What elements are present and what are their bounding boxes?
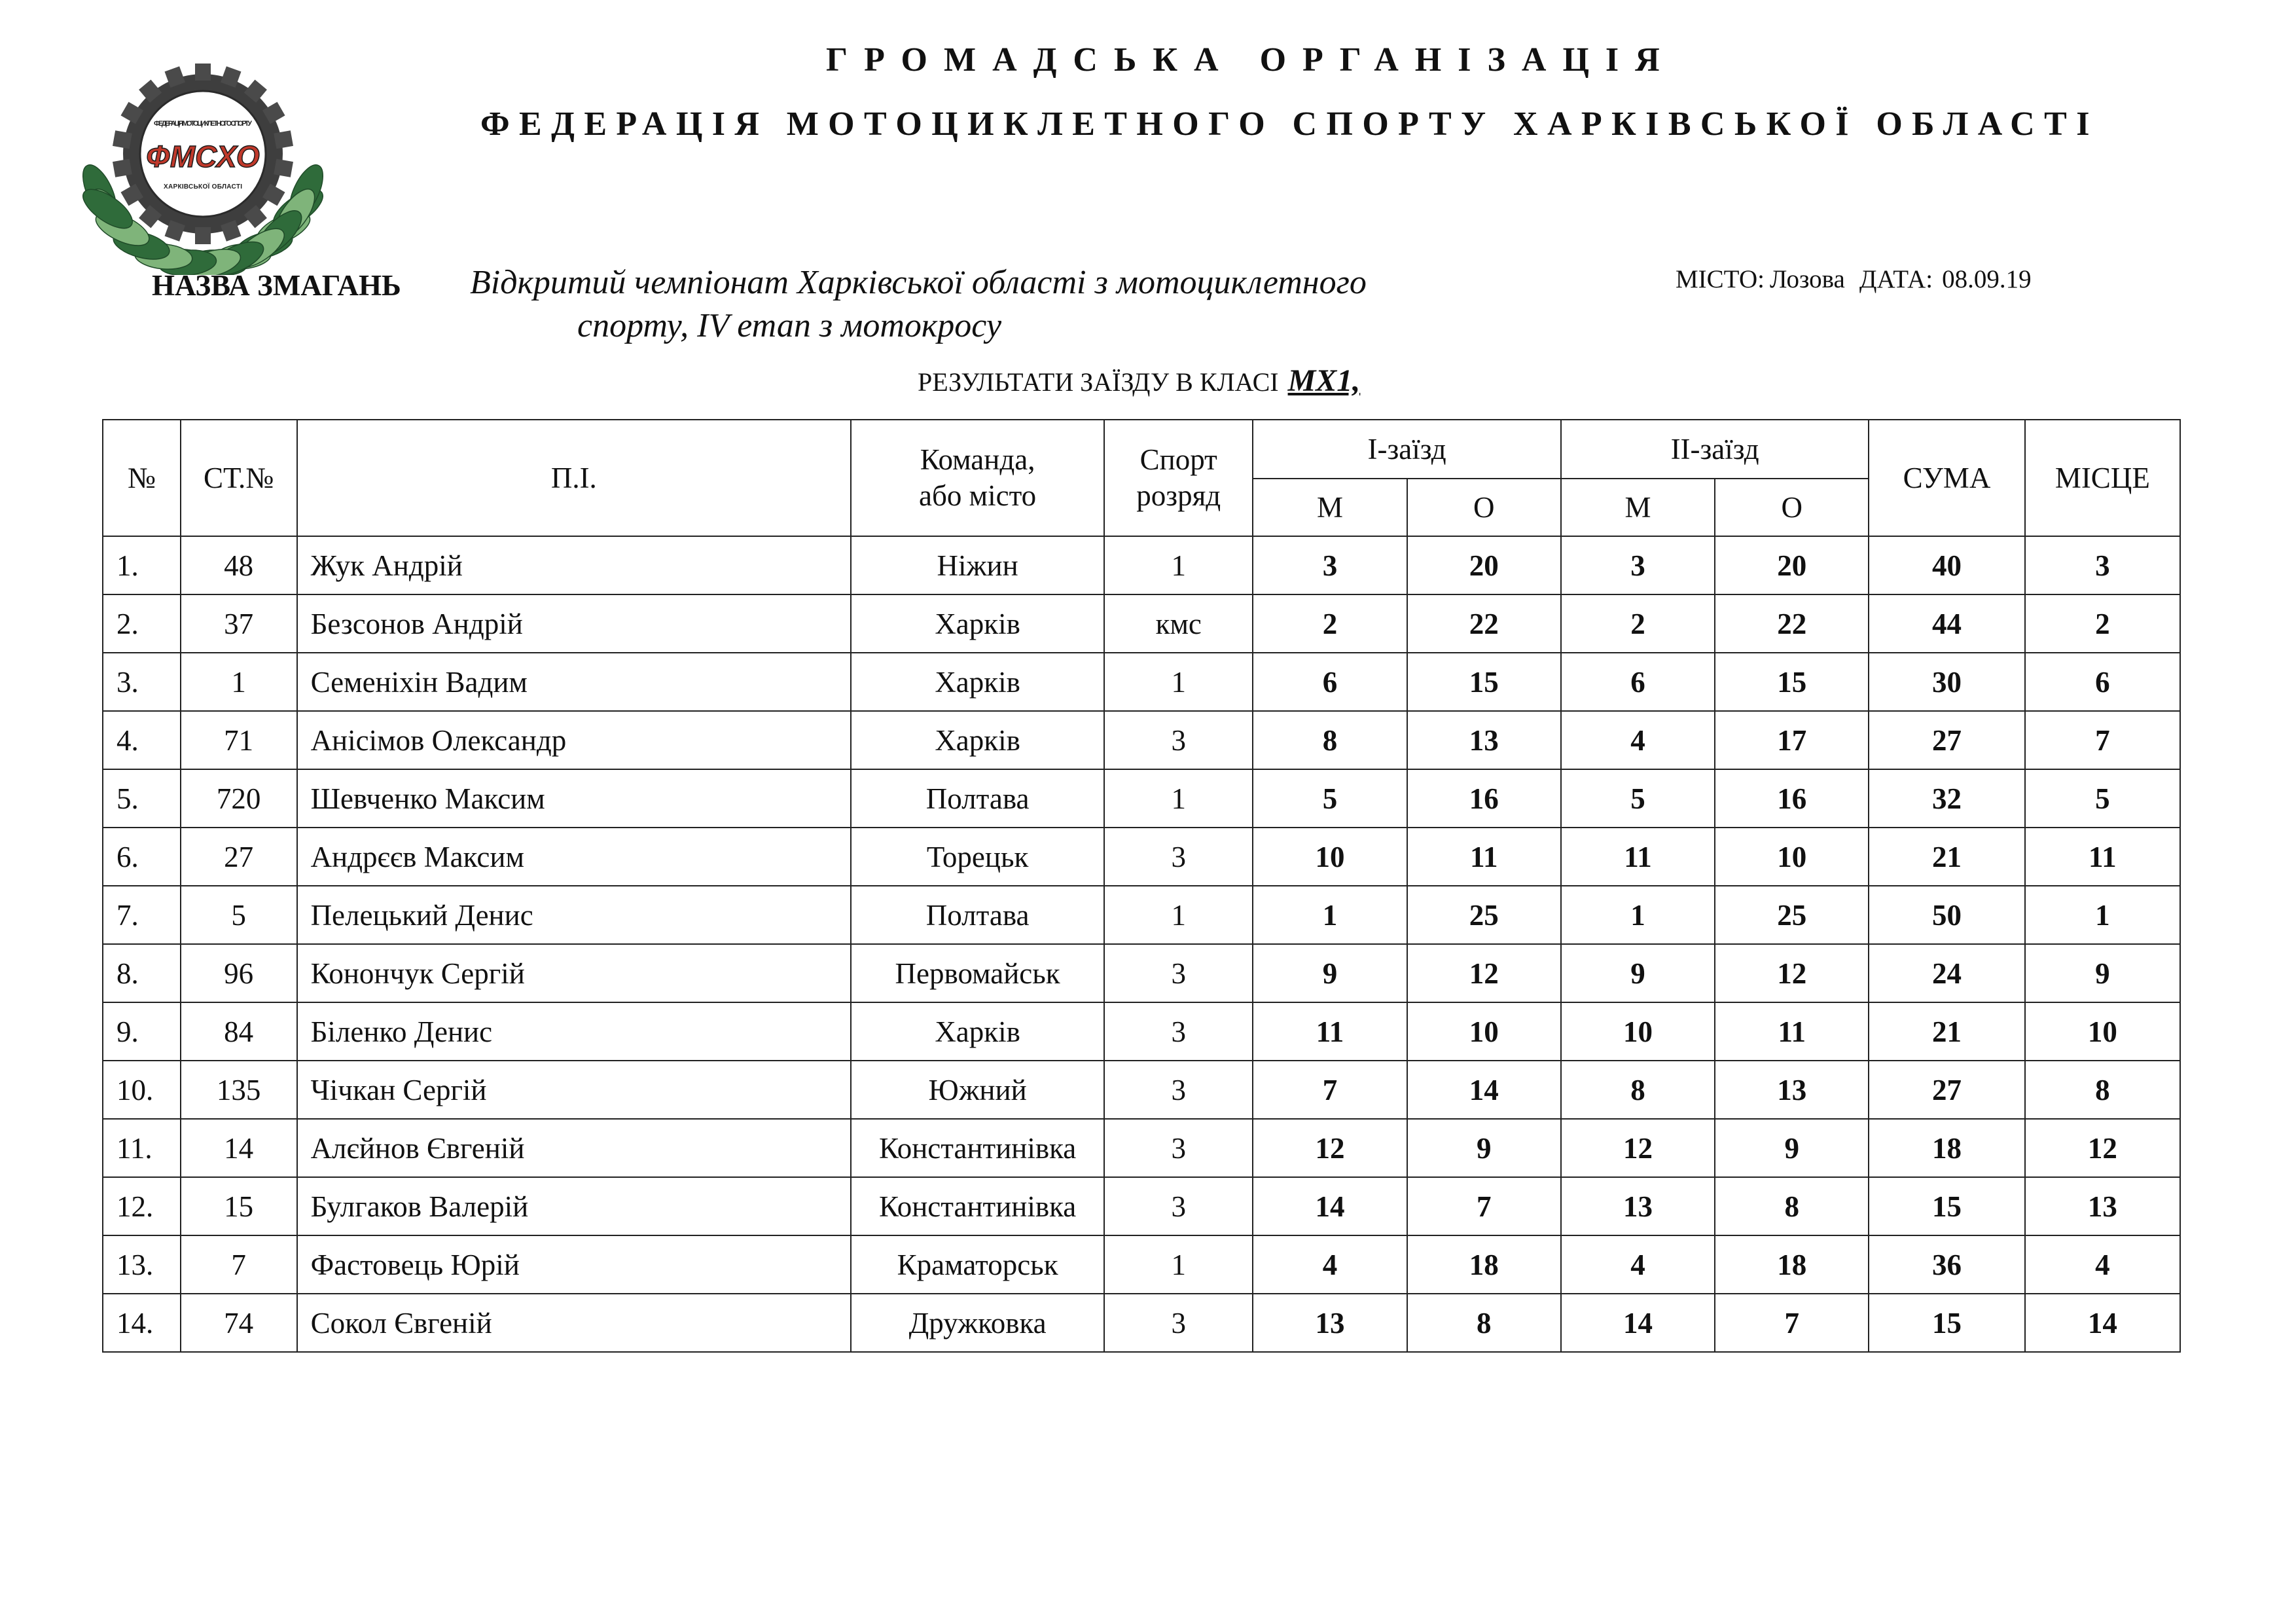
- cell-race1-o: 15: [1407, 653, 1561, 711]
- class-line: [918, 363, 1360, 399]
- cell-team: Харків: [851, 594, 1104, 653]
- cell-race1-m: 12: [1253, 1119, 1407, 1177]
- cell-race1-o: 8: [1407, 1294, 1561, 1352]
- cell-race1-o: 12: [1407, 944, 1561, 1002]
- competition-name-line1: Відкритий чемпіонат Харківської області з мотоциклетного: [470, 264, 1367, 301]
- cell-team: Харків: [851, 711, 1104, 769]
- cell-race2-o: 17: [1715, 711, 1869, 769]
- cell-team: Харків: [851, 653, 1104, 711]
- cell-sum: 18: [1869, 1119, 2024, 1177]
- cell-start-number: 37: [181, 594, 297, 653]
- table-row: [103, 536, 2180, 594]
- cell-race1-m: 2: [1253, 594, 1407, 653]
- cell-sport-rank: 1: [1104, 1235, 1253, 1294]
- header-place: МІСЦЕ: [2025, 420, 2180, 536]
- cell-start-number: 14: [181, 1119, 297, 1177]
- cell-row-number: 4.: [103, 711, 181, 769]
- city-value: Лозова: [1770, 265, 1845, 293]
- cell-rider-name: Шевченко Максим: [297, 769, 852, 828]
- cell-race2-o: 18: [1715, 1235, 1869, 1294]
- cell-race2-m: 6: [1561, 653, 1715, 711]
- city-label: МІСТО:: [1676, 265, 1765, 293]
- cell-race1-m: 11: [1253, 1002, 1407, 1061]
- cell-start-number: 27: [181, 828, 297, 886]
- cell-start-number: 7: [181, 1235, 297, 1294]
- cell-race1-o: 13: [1407, 711, 1561, 769]
- cell-place: 3: [2025, 536, 2180, 594]
- cell-sum: 32: [1869, 769, 2024, 828]
- competition-label: НАЗВА ЗМАГАНЬ: [152, 269, 401, 302]
- cell-sport-rank: 1: [1104, 769, 1253, 828]
- header-rank-line1: Спорт: [1139, 443, 1217, 477]
- cell-race1-m: 13: [1253, 1294, 1407, 1352]
- table-row: [103, 1002, 2180, 1061]
- cell-race2-o: 12: [1715, 944, 1869, 1002]
- header-team: [851, 420, 1104, 536]
- cell-team: Полтава: [851, 769, 1104, 828]
- cell-team: Торецьк: [851, 828, 1104, 886]
- cell-race2-o: 10: [1715, 828, 1869, 886]
- cell-race2-o: 9: [1715, 1119, 1869, 1177]
- header-start-no: СТ.№: [181, 420, 297, 536]
- header-race2: ІІ-заїзд: [1561, 420, 1869, 479]
- cell-race2-o: 11: [1715, 1002, 1869, 1061]
- table-row: [103, 711, 2180, 769]
- date-value: 08.09.19: [1942, 265, 2032, 293]
- cell-team: Южний: [851, 1061, 1104, 1119]
- cell-sum: 15: [1869, 1294, 2024, 1352]
- cell-rider-name: Сокол Євгеній: [297, 1294, 852, 1352]
- cell-sum: 24: [1869, 944, 2024, 1002]
- cell-sum: 40: [1869, 536, 2024, 594]
- table-row: [103, 1119, 2180, 1177]
- table-row: [103, 1061, 2180, 1119]
- cell-rider-name: Булгаков Валерій: [297, 1177, 852, 1235]
- cell-race2-o: 25: [1715, 886, 1869, 944]
- cell-race2-m: 4: [1561, 1235, 1715, 1294]
- cell-team: Дружковка: [851, 1294, 1104, 1352]
- cell-race2-m: 9: [1561, 944, 1715, 1002]
- gear-tooth: [274, 130, 293, 149]
- cell-sport-rank: 3: [1104, 828, 1253, 886]
- cell-rider-name: Безсонов Андрій: [297, 594, 852, 653]
- cell-race1-o: 20: [1407, 536, 1561, 594]
- cell-race1-m: 10: [1253, 828, 1407, 886]
- cell-sport-rank: 3: [1104, 1177, 1253, 1235]
- cell-sport-rank: 1: [1104, 653, 1253, 711]
- cell-rider-name: Біленко Денис: [297, 1002, 852, 1061]
- class-name: МХ1,: [1287, 363, 1361, 398]
- header-team-line1: Команда,: [920, 443, 1035, 477]
- cell-team: Краматорськ: [851, 1235, 1104, 1294]
- cell-sum: 21: [1869, 828, 2024, 886]
- cell-row-number: 9.: [103, 1002, 181, 1061]
- cell-rider-name: Жук Андрій: [297, 536, 852, 594]
- cell-race1-o: 25: [1407, 886, 1561, 944]
- cell-sport-rank: 1: [1104, 536, 1253, 594]
- cell-sum: 21: [1869, 1002, 2024, 1061]
- cell-place: 6: [2025, 653, 2180, 711]
- cell-place: 4: [2025, 1235, 2180, 1294]
- cell-row-number: 7.: [103, 886, 181, 944]
- header-race2-m: М: [1561, 479, 1715, 536]
- cell-place: 12: [2025, 1119, 2180, 1177]
- header-rank-line2: розряд: [1136, 479, 1221, 512]
- cell-team: Константинівка: [851, 1177, 1104, 1235]
- cell-race2-m: 3: [1561, 536, 1715, 594]
- header-race1: І-заїзд: [1253, 420, 1561, 479]
- cell-race1-m: 7: [1253, 1061, 1407, 1119]
- cell-race2-o: 13: [1715, 1061, 1869, 1119]
- cell-team: Константинівка: [851, 1119, 1104, 1177]
- gear-tooth: [274, 159, 293, 177]
- cell-place: 8: [2025, 1061, 2180, 1119]
- table-row: [103, 828, 2180, 886]
- cell-place: 11: [2025, 828, 2180, 886]
- cell-race2-m: 5: [1561, 769, 1715, 828]
- cell-team: Харків: [851, 1002, 1104, 1061]
- cell-race2-o: 16: [1715, 769, 1869, 828]
- cell-race2-m: 4: [1561, 711, 1715, 769]
- cell-race1-o: 7: [1407, 1177, 1561, 1235]
- cell-place: 1: [2025, 886, 2180, 944]
- cell-row-number: 6.: [103, 828, 181, 886]
- cell-race1-m: 3: [1253, 536, 1407, 594]
- cell-rider-name: Конончук Сергій: [297, 944, 852, 1002]
- header-race1-o: О: [1407, 479, 1561, 536]
- cell-rider-name: Чічкан Сергій: [297, 1061, 852, 1119]
- cell-race2-m: 10: [1561, 1002, 1715, 1061]
- cell-place: 7: [2025, 711, 2180, 769]
- cell-race2-o: 7: [1715, 1294, 1869, 1352]
- header-no: №: [103, 420, 181, 536]
- cell-sum: 36: [1869, 1235, 2024, 1294]
- cell-place: 9: [2025, 944, 2180, 1002]
- cell-race1-o: 22: [1407, 594, 1561, 653]
- results-table: [102, 419, 2181, 1353]
- cell-rider-name: Анісімов Олександр: [297, 711, 852, 769]
- table-row: [103, 769, 2180, 828]
- cell-place: 13: [2025, 1177, 2180, 1235]
- cell-race2-m: 8: [1561, 1061, 1715, 1119]
- cell-race2-m: 11: [1561, 828, 1715, 886]
- cell-race1-o: 18: [1407, 1235, 1561, 1294]
- gear-tooth: [113, 130, 132, 149]
- cell-race2-m: 2: [1561, 594, 1715, 653]
- cell-sport-rank: 3: [1104, 1061, 1253, 1119]
- cell-sport-rank: 3: [1104, 711, 1253, 769]
- logo-abbr: ФМСХО: [146, 139, 260, 173]
- cell-team: Ніжин: [851, 536, 1104, 594]
- cell-race1-o: 10: [1407, 1002, 1561, 1061]
- header-name: П.І.: [297, 420, 852, 536]
- cell-sport-rank: 3: [1104, 1119, 1253, 1177]
- cell-start-number: 48: [181, 536, 297, 594]
- logo-bottom-text: ХАРКІВСЬКОЇ ОБЛАСТІ: [164, 183, 242, 191]
- header-sum: СУМА: [1869, 420, 2024, 536]
- cell-race1-m: 9: [1253, 944, 1407, 1002]
- cell-start-number: 84: [181, 1002, 297, 1061]
- table-row: [103, 1235, 2180, 1294]
- cell-race1-o: 11: [1407, 828, 1561, 886]
- cell-race1-m: 4: [1253, 1235, 1407, 1294]
- cell-start-number: 15: [181, 1177, 297, 1235]
- cell-row-number: 8.: [103, 944, 181, 1002]
- cell-race2-m: 13: [1561, 1177, 1715, 1235]
- cell-sum: 30: [1869, 653, 2024, 711]
- cell-sum: 44: [1869, 594, 2024, 653]
- cell-sum: 50: [1869, 886, 2024, 944]
- table-row: [103, 944, 2180, 1002]
- table-row: [103, 653, 2180, 711]
- place-date: [1676, 264, 2041, 294]
- table-row: [103, 1177, 2180, 1235]
- competition-name-line2: спорту, IV етап з мотокросу: [577, 307, 1002, 344]
- cell-team: Первомайськ: [851, 944, 1104, 1002]
- cell-race1-o: 9: [1407, 1119, 1561, 1177]
- cell-race2-m: 14: [1561, 1294, 1715, 1352]
- cell-sum: 27: [1869, 711, 2024, 769]
- cell-team: Полтава: [851, 886, 1104, 944]
- cell-sum: 15: [1869, 1177, 2024, 1235]
- cell-row-number: 3.: [103, 653, 181, 711]
- date-label: ДАТА:: [1859, 265, 1933, 293]
- logo-top-text: ФЕДЕРАЦІЯ МОТОЦИКЛЕТНОГО СПОРТУ: [154, 120, 252, 128]
- cell-sport-rank: 3: [1104, 944, 1253, 1002]
- cell-race2-o: 22: [1715, 594, 1869, 653]
- cell-rider-name: Фастовець Юрій: [297, 1235, 852, 1294]
- gear-tooth: [113, 159, 132, 177]
- cell-race2-o: 20: [1715, 536, 1869, 594]
- cell-rider-name: Андрєєв Максим: [297, 828, 852, 886]
- cell-sport-rank: 1: [1104, 886, 1253, 944]
- cell-start-number: 74: [181, 1294, 297, 1352]
- cell-start-number: 71: [181, 711, 297, 769]
- cell-row-number: 2.: [103, 594, 181, 653]
- organization-title-line1: ГРОМАДСЬКА ОРГАНІЗАЦІЯ: [826, 41, 1676, 79]
- cell-race2-o: 8: [1715, 1177, 1869, 1235]
- cell-race1-m: 6: [1253, 653, 1407, 711]
- cell-sport-rank: 3: [1104, 1294, 1253, 1352]
- class-prefix: РЕЗУЛЬТАТИ ЗАЇЗДУ В КЛАСІ: [918, 367, 1279, 397]
- cell-row-number: 11.: [103, 1119, 181, 1177]
- header-team-line2: або місто: [919, 479, 1037, 512]
- table-row: [103, 886, 2180, 944]
- header-rank: [1104, 420, 1253, 536]
- cell-start-number: 96: [181, 944, 297, 1002]
- cell-race2-m: 1: [1561, 886, 1715, 944]
- cell-row-number: 14.: [103, 1294, 181, 1352]
- cell-start-number: 135: [181, 1061, 297, 1119]
- cell-place: 5: [2025, 769, 2180, 828]
- table-row: [103, 594, 2180, 653]
- cell-race1-m: 8: [1253, 711, 1407, 769]
- cell-rider-name: Семеніхін Вадим: [297, 653, 852, 711]
- cell-sport-rank: кмс: [1104, 594, 1253, 653]
- cell-sport-rank: 3: [1104, 1002, 1253, 1061]
- cell-sum: 27: [1869, 1061, 2024, 1119]
- cell-race1-o: 14: [1407, 1061, 1561, 1119]
- cell-place: 2: [2025, 594, 2180, 653]
- cell-row-number: 1.: [103, 536, 181, 594]
- header-race1-m: М: [1253, 479, 1407, 536]
- cell-row-number: 5.: [103, 769, 181, 828]
- cell-rider-name: Пелецький Денис: [297, 886, 852, 944]
- cell-race1-m: 5: [1253, 769, 1407, 828]
- cell-rider-name: Алєйнов Євгеній: [297, 1119, 852, 1177]
- cell-race2-o: 15: [1715, 653, 1869, 711]
- cell-race1-m: 1: [1253, 886, 1407, 944]
- table-row: [103, 1294, 2180, 1352]
- cell-start-number: 1: [181, 653, 297, 711]
- cell-start-number: 5: [181, 886, 297, 944]
- cell-start-number: 720: [181, 769, 297, 828]
- cell-race1-m: 14: [1253, 1177, 1407, 1235]
- organization-title-line2: ФЕДЕРАЦІЯ МОТОЦИКЛЕТНОГО СПОРТУ ХАРКІВСЬКОЇ ОБЛАСТІ: [480, 105, 2099, 143]
- cell-row-number: 12.: [103, 1177, 181, 1235]
- header-race2-o: О: [1715, 479, 1869, 536]
- cell-row-number: 10.: [103, 1061, 181, 1119]
- cell-race2-m: 12: [1561, 1119, 1715, 1177]
- cell-row-number: 13.: [103, 1235, 181, 1294]
- cell-race1-o: 16: [1407, 769, 1561, 828]
- cell-place: 10: [2025, 1002, 2180, 1061]
- gear-tooth: [195, 227, 211, 244]
- cell-place: 14: [2025, 1294, 2180, 1352]
